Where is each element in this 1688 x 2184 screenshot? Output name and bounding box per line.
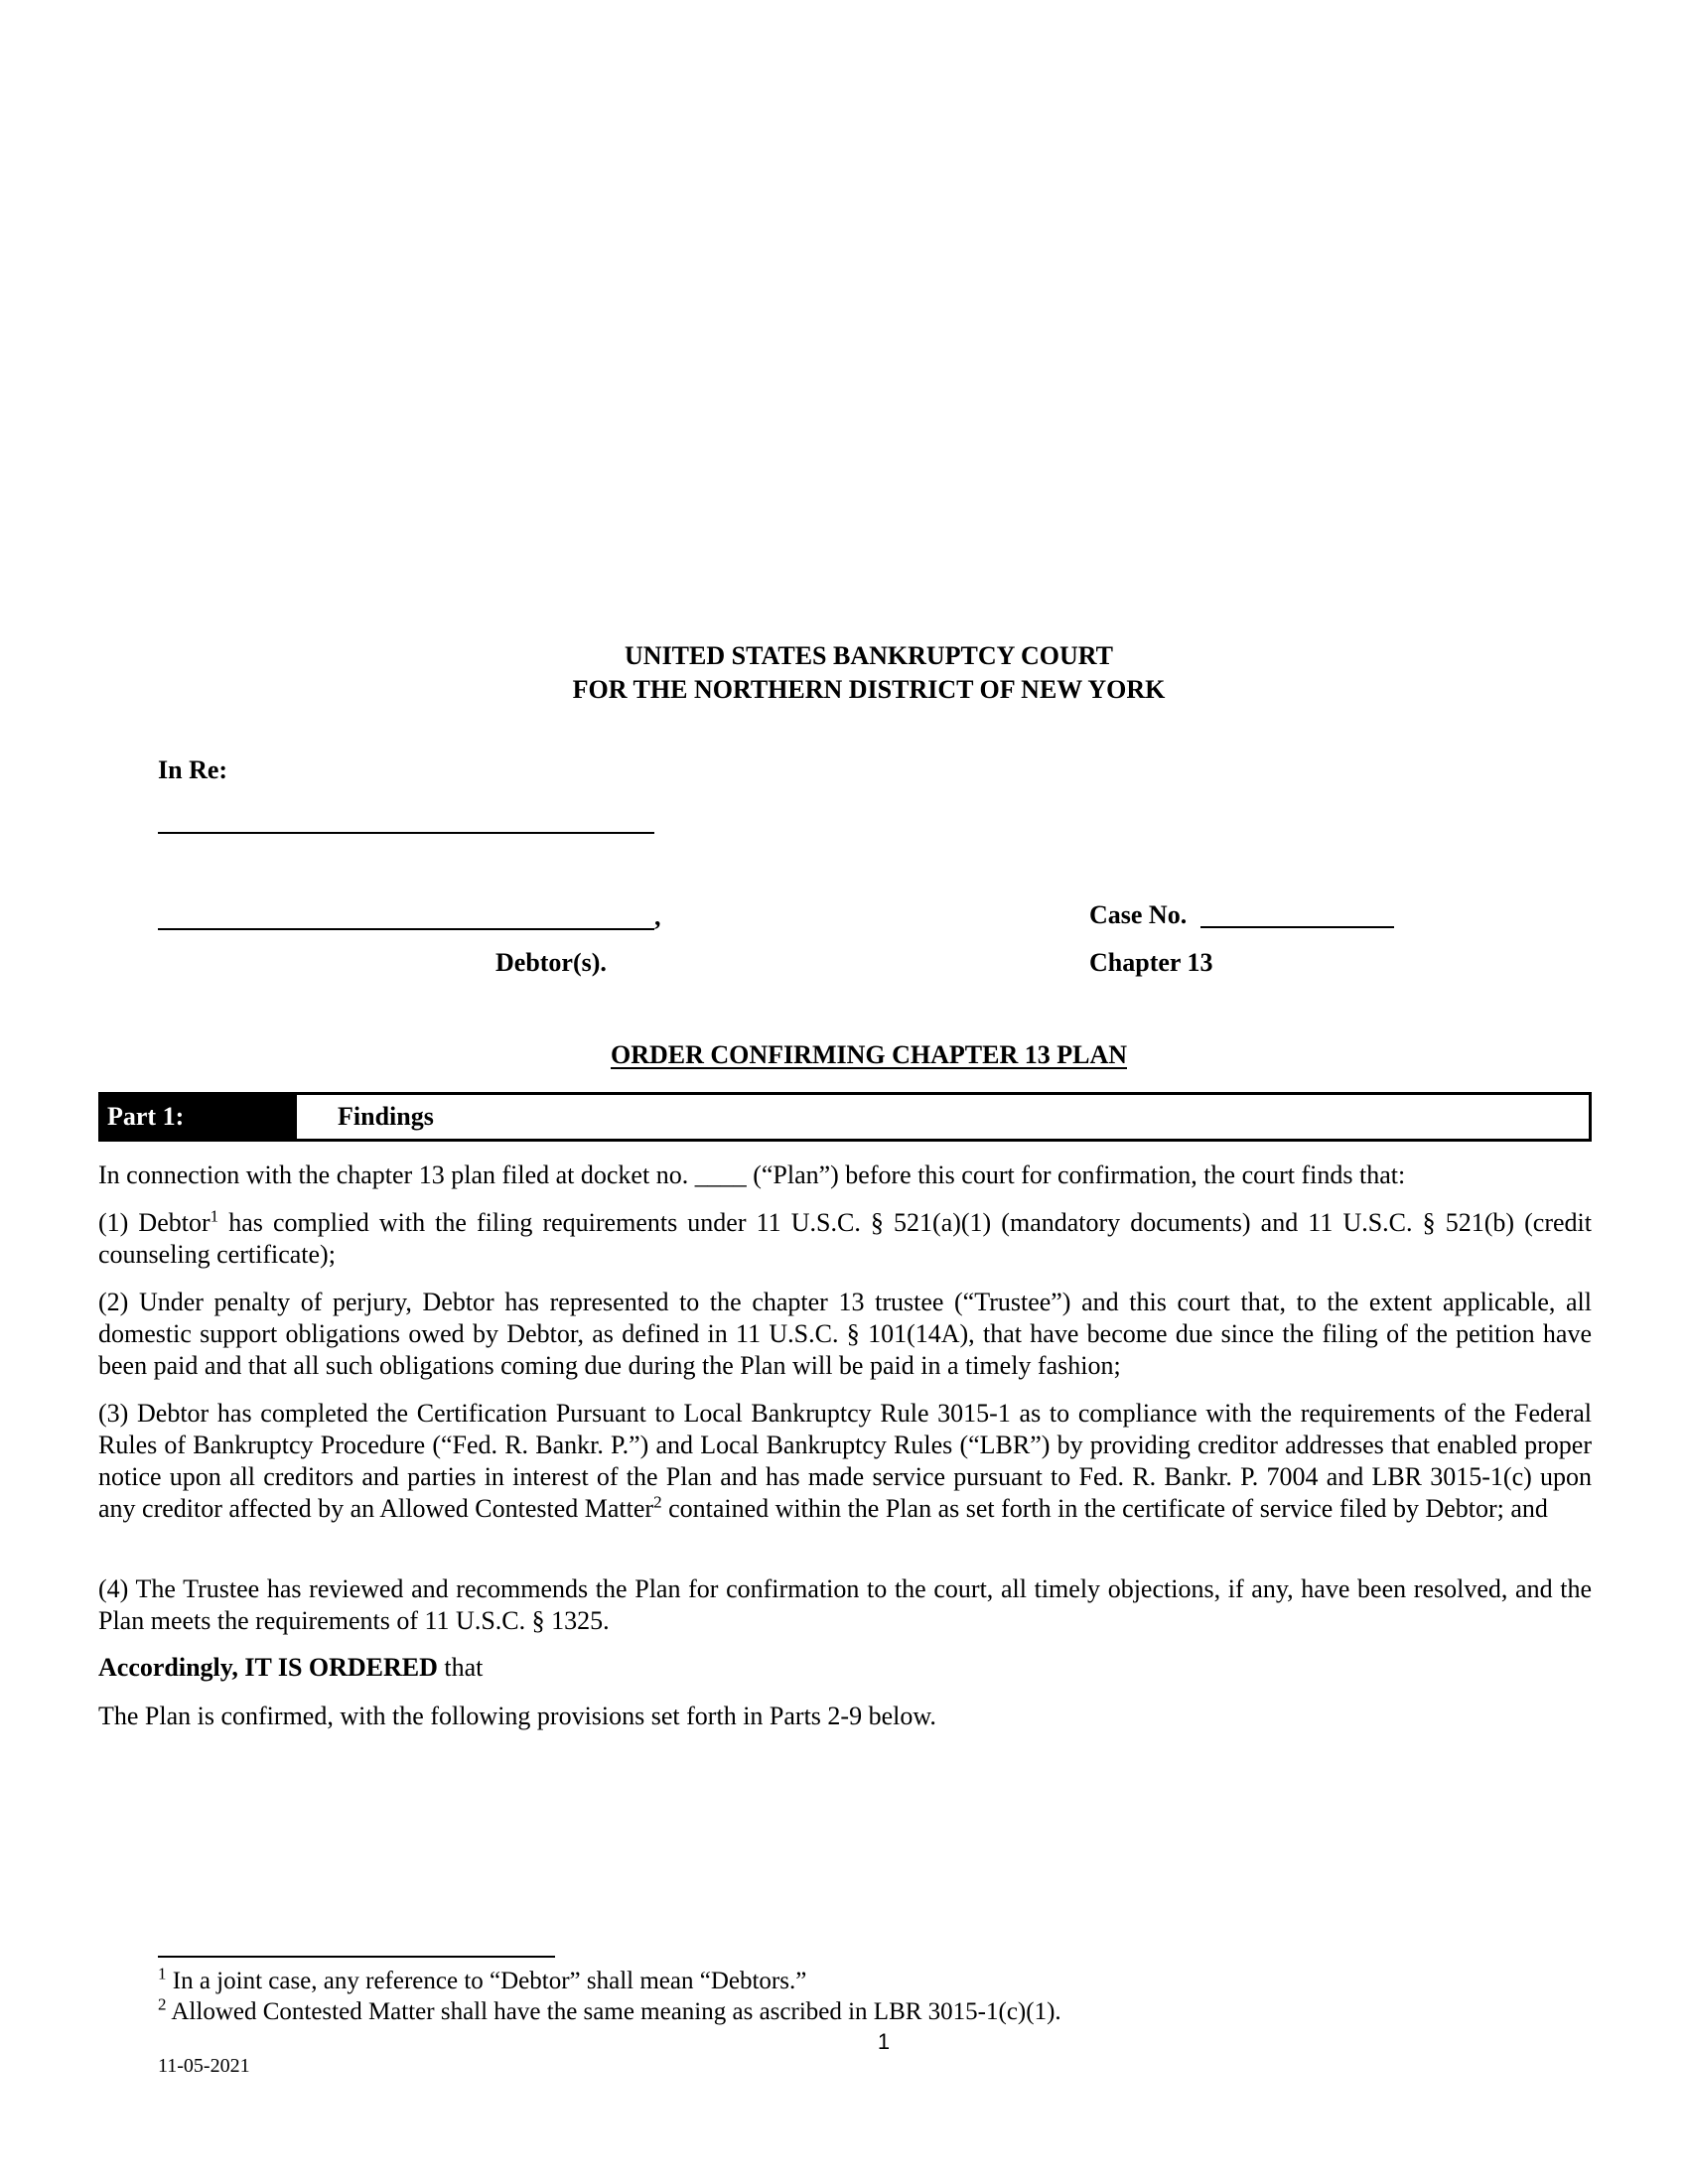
debtor-name-line-2 [158,928,654,930]
finding-3: (3) Debtor has completed the Certification Pursuant to Local Bankruptcy Rule 3015-1 as to compliance with the requirements of the Federal Rules of Bankruptcy Procedure (“Fed. R. Bankr. P.”) and Local Bankruptcy Rules (“LBR”) by providing creditor addresses that enabled proper notice upon all creditors and parties in interest of the Plan and has made service pursuant to Fed. R. Bankr. P. 7004 and LBR 3015-1(c) upon any creditor affected by an Allowed Contested Matter$^2$ contained within the Plan as set forth in the certificate of service filed by Debtor; and [98,1399,1592,1523]
footnote-ref-2: 2 [653,1492,662,1512]
footnote-2: $^2$ Allowed Contested Matter shall have the same meaning as ascribed in LBR 3015-1(c)(1). [158,1994,1061,2025]
footnote-ref-1: 1 [210,1206,219,1226]
form-revision-date: 11-05-2021 [158,2055,250,2077]
order-title: ORDER CONFIRMING CHAPTER 13 PLAN [611,1040,1127,1069]
court-name: UNITED STATES BANKRUPTCY COURT [625,641,1113,670]
finding-2: (2) Under penalty of perjury, Debtor has represented to the chapter 13 trustee (“Trustee”) and this court that, to the extent applicable, all domestic support obligations owed by Debtor, as defined in 11 U.S.C. § 101(14A), that have become due since the filing of the petition have been paid and that all such obligations coming due during the Plan will be paid in a timely fashion; [98,1288,1592,1380]
debtors-label: Debtor(s). [495,948,607,977]
part-1-header [98,1092,1592,1142]
finding-4: (4) The Trustee has reviewed and recommends the Plan for confirmation to the court, all timely objections, if any, have been resolved, and the Plan meets the requirements of 11 U.S.C. § 1325. [98,1574,1592,1635]
footnotes [158,1966,1449,2027]
plan-confirmed-text: The Plan is confirmed, with the following provisions set forth in Parts 2-9 below. [98,1702,936,1730]
findings-intro: In connection with the chapter 13 plan filed at docket no. ____ (“Plan”) before this court for confirmation, the court finds that: [98,1160,1406,1189]
in-re-label: In Re: [158,755,228,784]
finding-1: (1) Debtor$^1$ has complied with the filing requirements under 11 U.S.C. § 521(a)(1) (mandatory documents) and 11 U.S.C. § 521(b) (credit counseling certificate); [98,1206,1592,1269]
court-district: FOR THE NORTHERN DISTRICT OF NEW YORK [572,675,1166,704]
footnote-1: $^1$ In a joint case, any reference to “Debtor” shall mean “Debtors.” [158,1964,807,1994]
footnote-rule [158,1956,555,1958]
debtor-name-line-1 [158,832,654,834]
case-no-label: Case No. [1089,900,1188,929]
part-1-label: Part 1: [101,1095,297,1139]
chapter-label: Chapter 13 [1089,948,1213,977]
case-no-line [1200,926,1394,928]
court-header [0,639,1688,707]
caption-comma: , [654,902,661,931]
page-number: 1 [877,2029,891,2054]
ordered-line: Accordingly, IT IS ORDERED that [98,1653,484,1682]
part-1-title: Findings [338,1102,434,1131]
